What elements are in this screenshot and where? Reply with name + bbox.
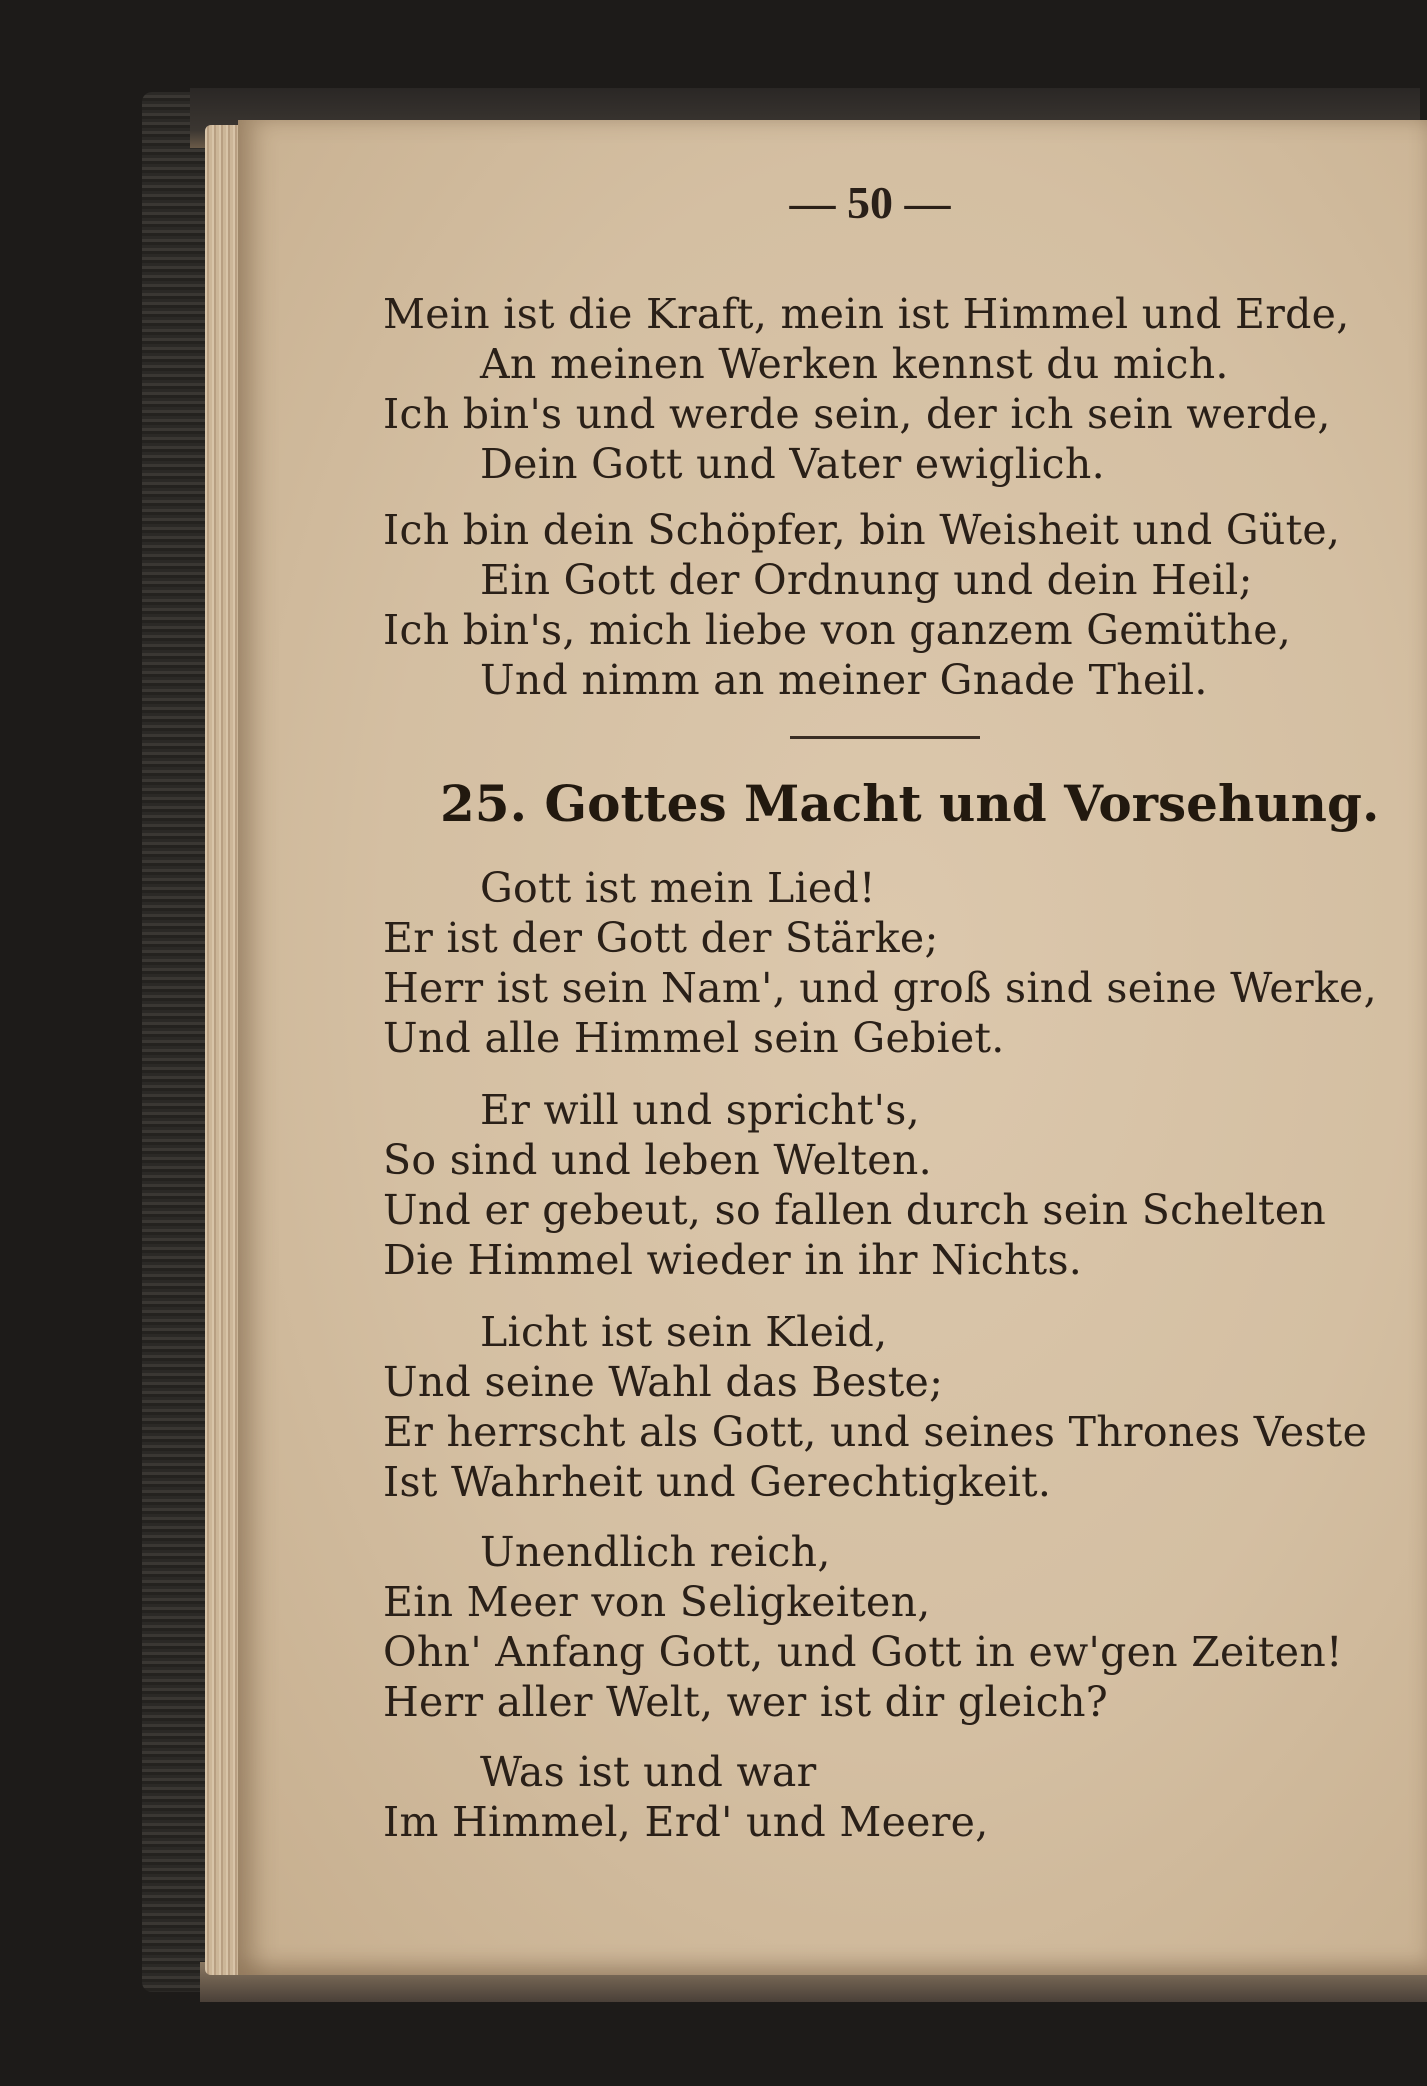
verse-line: Er herrscht als Gott, und seines Thrones Veste	[383, 1408, 1368, 1456]
verse-line: Ist Wahrheit und Gerechtigkeit.	[383, 1458, 1052, 1506]
verse-line: Dein Gott und Vater ewiglich.	[480, 440, 1105, 488]
verse-line: Ohn' Anfang Gott, und Gott in ew'gen Zeiten!	[383, 1628, 1343, 1676]
verse-line: Ein Gott der Ordnung und dein Heil;	[480, 556, 1253, 604]
verse-line: Ich bin dein Schöpfer, bin Weisheit und Güte,	[383, 506, 1341, 554]
verse-line: Er will und spricht's,	[480, 1086, 920, 1134]
verse-line: Im Himmel, Erd' und Meere,	[383, 1798, 989, 1846]
hymn-title: 25. Gottes Macht und Vorsehung.	[440, 774, 1380, 833]
verse-line: An meinen Werken kennst du mich.	[480, 340, 1229, 388]
section-divider	[790, 736, 980, 739]
verse-line: Und alle Himmel sein Gebiet.	[383, 1014, 1005, 1062]
verse-line: Die Himmel wieder in ihr Nichts.	[383, 1236, 1083, 1284]
verse-line: Licht ist sein Kleid,	[480, 1308, 888, 1356]
verse-line: Ein Meer von Seligkeiten,	[383, 1578, 931, 1626]
verse-line: Mein ist die Kraft, mein ist Himmel und Erde,	[383, 290, 1350, 338]
verse-line: Und seine Wahl das Beste;	[383, 1358, 944, 1406]
verse-line: Er ist der Gott der Stärke;	[383, 914, 939, 962]
verse-line: So sind und leben Welten.	[383, 1136, 932, 1184]
verse-line: Herr aller Welt, wer ist dir gleich?	[383, 1678, 1109, 1726]
verse-line: Was ist und war	[480, 1748, 817, 1796]
page-number: — 50 —	[789, 177, 951, 228]
verse-line: Ich bin's und werde sein, der ich sein werde,	[383, 390, 1331, 438]
verse-line: Unendlich reich,	[480, 1528, 831, 1576]
verse-line: Ich bin's, mich liebe von ganzem Gemüthe,	[383, 606, 1292, 654]
verse-line: Gott ist mein Lied!	[480, 864, 876, 912]
verse-line: Herr ist sein Nam', und groß sind seine Werke,	[383, 964, 1377, 1012]
verse-line: Und nimm an meiner Gnade Theil.	[480, 656, 1208, 704]
verse-line: Und er gebeut, so fallen durch sein Schelten	[383, 1186, 1327, 1234]
